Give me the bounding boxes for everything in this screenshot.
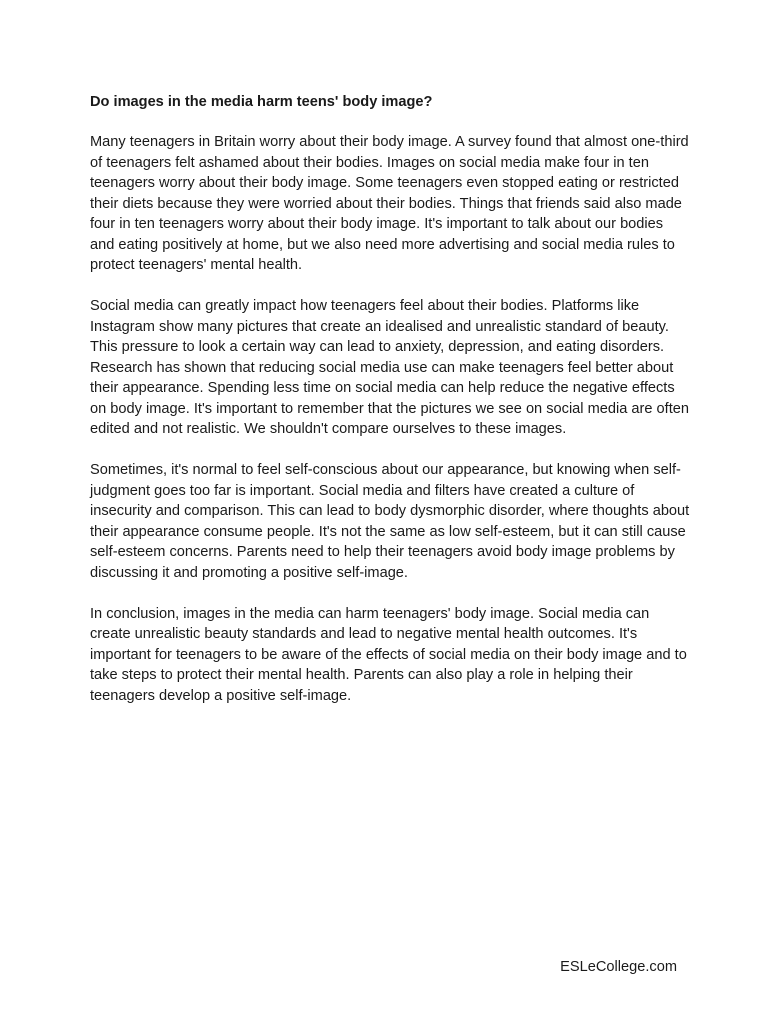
document-title: Do images in the media harm teens' body image? (90, 94, 433, 110)
document-body (90, 92, 690, 727)
paragraph-1: Many teenagers in Britain worry about their body image. A survey found that almost one-third of teenagers felt ashamed about their bodies. Images on social media make four in ten teenagers worry about their body image. Some teenagers even stopped eating or restricted their diets because they were worried about their bodies. Things that friends said also made four in ten teenagers worry about their body image. It's important to talk about our bodies and eating positively at home, but we also need more advertising and social media rules to protect teenagers' mental health. (90, 134, 689, 273)
paragraph-4: In conclusion, images in the media can harm teenagers' body image. Social media can create unrealistic beauty standards and lead to negative mental health outcomes. It's important for teenagers to be aware of the effects of social media on their body image and to take steps to protect their mental health. Parents can also play a role in helping their teenagers develop a positive self-image. (90, 605, 687, 704)
footer-site-name: ESLeCollege.com (560, 959, 677, 975)
paragraph-3: Sometimes, it's normal to feel self-conscious about our appearance, but knowing when self-judgment goes too far is important. Social media and filters have created a culture of insecurity and comparison. This can lead to body dysmorphic disorder, where thoughts about their appearance consume people. It's not the same as low self-esteem, but it can still cause self-esteem concerns. Parents need to help their teenagers avoid body image problems by discussing it and promoting a positive self-image. (90, 462, 690, 581)
paragraph-2: Social media can greatly impact how teenagers feel about their bodies. Platforms like Instagram show many pictures that create an idealised and unrealistic standard of beauty. This pressure to look a certain way can lead to anxiety, depression, and eating disorders. Research has shown that reducing social media use can make teenagers feel better about their appearance. Spending less time on social media can help reduce the negative effects on body image. It's important to remember that the pictures we see on social media are often edited and not realistic. We shouldn't compare ourselves to these images. (90, 298, 690, 437)
